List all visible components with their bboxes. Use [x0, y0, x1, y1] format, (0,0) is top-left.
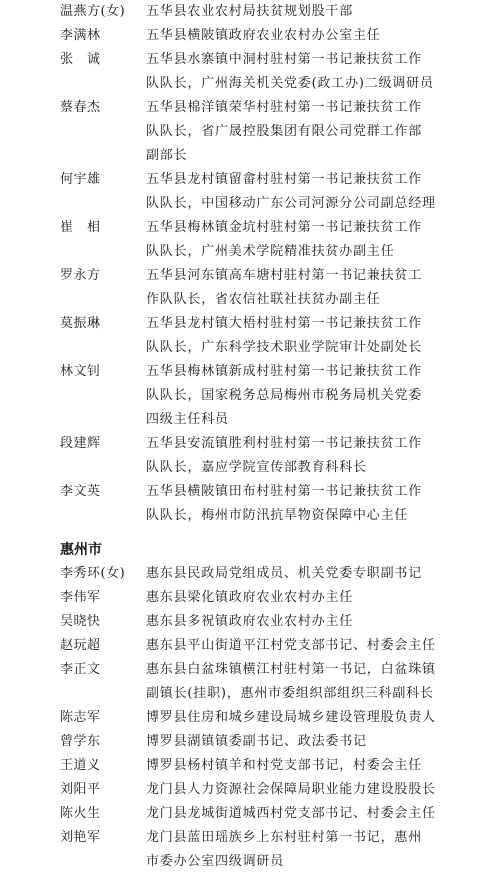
- position-line: 龙门县人力资源社会保障局职业能力建设股股长: [146, 782, 436, 797]
- list-item: [60, 802, 480, 826]
- position-line: 龙门县龙城街道城西村党支部书记、村委会主任: [146, 806, 436, 821]
- list-item: [60, 264, 480, 312]
- position-line: 市委办公室四级调研员: [146, 854, 285, 869]
- person-position: [146, 96, 480, 168]
- person-position: [146, 634, 480, 658]
- position-line: 博罗县湖镇镇委副书记、政法委书记: [146, 734, 367, 749]
- person-position: [146, 360, 480, 432]
- position-line: 副部长: [146, 148, 188, 163]
- list-item: [60, 610, 480, 634]
- person-name: 李正文: [60, 662, 101, 677]
- list-item: [60, 312, 480, 360]
- position-line: 龙门县蓝田瑶族乡上东村驻村第一书记，惠州: [146, 830, 423, 845]
- position-line: 五华县安流镇胜利村驻村第一书记兼扶贫工作: [146, 436, 423, 451]
- list-item: [60, 96, 480, 168]
- list-item: [60, 480, 480, 528]
- person-name: 崔 相: [60, 220, 101, 235]
- position-line: 五华县梅林镇金坑村驻村第一书记兼扶贫工作: [146, 220, 423, 235]
- person-name: 陈火生: [60, 806, 101, 821]
- position-line: 队队长，梅州市防汛抗旱物资保障中心主任: [146, 508, 409, 523]
- person-name: 王道义: [60, 758, 101, 773]
- position-line: 五华县棉洋镇荣华村驻村第一书记兼扶贫工作: [146, 100, 423, 115]
- list-item: [60, 0, 480, 24]
- person-position: [146, 706, 480, 730]
- list-item: [60, 432, 480, 480]
- person-name: 陈志军: [60, 710, 101, 725]
- person-name: 吴晓快: [60, 614, 101, 629]
- person-name: 段建辉: [60, 436, 101, 451]
- list-item: [60, 658, 480, 706]
- position-line: 四级主任科员: [146, 412, 229, 427]
- position-line: 队队长，广州海关机关党委(政工办)二级调研员: [146, 76, 434, 91]
- position-line: 副镇长(挂职)，惠州市委组织部组织三科副科长: [146, 686, 434, 701]
- position-line: 队队长，广东科学技术职业学院审计处副处长: [146, 340, 423, 355]
- position-line: 博罗县住房和城乡建设局城乡建设管理股负责人: [146, 710, 436, 725]
- person-position: [146, 730, 480, 754]
- person-name: 李满林: [60, 28, 101, 43]
- position-line: 惠东县白盆珠镇横江村驻村第一书记，白盆珠镇: [146, 662, 436, 677]
- person-name: 莫振琳: [60, 316, 101, 331]
- list-item: [60, 168, 480, 216]
- position-line: 作队队长，省农信社联社扶贫办副主任: [146, 292, 381, 307]
- person-position: [146, 0, 480, 24]
- person-position: [146, 216, 480, 264]
- list-item: [60, 706, 480, 730]
- person-name: 李秀环(女): [60, 566, 126, 581]
- person-name: 温燕方(女): [60, 4, 126, 19]
- list-item: [60, 826, 480, 874]
- position-line: 队队长，嘉应学院宣传部教育科科长: [146, 460, 367, 475]
- position-line: 队队长，中国移动广东公司河源分公司副总经理: [146, 196, 436, 211]
- person-position: [146, 610, 480, 634]
- position-line: 博罗县杨村镇羊和村党支部书记，村委会主任: [146, 758, 423, 773]
- huizhou-list: [0, 562, 491, 874]
- list-item: [60, 360, 480, 432]
- position-line: 五华县龙村镇留畲村驻村第一书记兼扶贫工作: [146, 172, 423, 187]
- person-name: 张 诚: [60, 52, 101, 67]
- person-position: [146, 312, 480, 360]
- section-heading-huizhou: 惠州市: [60, 542, 102, 558]
- position-line: 五华县龙村镇大梧村驻村第一书记兼扶贫工作: [146, 316, 423, 331]
- person-name: 林文钊: [60, 364, 101, 379]
- person-position: [146, 778, 480, 802]
- person-name: 李伟军: [60, 590, 101, 605]
- list-item: [60, 778, 480, 802]
- person-position: [146, 826, 480, 874]
- position-line: 五华县河东镇高车塘村驻村第一书记兼扶贫工: [146, 268, 423, 283]
- position-line: 五华县梅林镇新成村驻村第一书记兼扶贫工作: [146, 364, 423, 379]
- person-name: 曾学东: [60, 734, 101, 749]
- position-line: 惠东县民政局党组成员、机关党委专职副书记: [146, 566, 423, 581]
- list-item: [60, 24, 480, 48]
- person-position: [146, 802, 480, 826]
- person-name: 李文英: [60, 484, 101, 499]
- person-name: 何宇雄: [60, 172, 101, 187]
- position-line: 惠东县平山街道平江村党支部书记、村委会主任: [146, 638, 436, 653]
- list-item: [60, 586, 480, 610]
- person-position: [146, 432, 480, 480]
- person-name: 刘阳平: [60, 782, 101, 797]
- position-line: 队队长，国家税务总局梅州市税务局机关党委: [146, 388, 423, 403]
- position-line: 惠东县多祝镇政府农业农村办主任: [146, 614, 354, 629]
- position-line: 五华县横陂镇政府农业农村办公室主任: [146, 28, 381, 43]
- person-position: [146, 480, 480, 528]
- position-line: 队队长，广州美术学院精准扶贫办副主任: [146, 244, 395, 259]
- person-position: [146, 562, 480, 586]
- person-position: [146, 168, 480, 216]
- position-line: 惠东县梁化镇政府农业农村办主任: [146, 590, 354, 605]
- person-position: [146, 48, 480, 96]
- person-name: 罗永方: [60, 268, 101, 283]
- person-name: 赵玩超: [60, 638, 101, 653]
- list-item: [60, 634, 480, 658]
- list-item: [60, 754, 480, 778]
- person-name: 刘艳军: [60, 830, 101, 845]
- person-position: [146, 658, 480, 706]
- person-position: [146, 24, 480, 48]
- list-item: [60, 730, 480, 754]
- position-line: 五华县农业农村局扶贫规划股干部: [146, 4, 354, 19]
- person-name: 蔡春杰: [60, 100, 101, 115]
- person-position: [146, 264, 480, 312]
- list-item: [60, 216, 480, 264]
- person-position: [146, 754, 480, 778]
- list-item: [60, 48, 480, 96]
- position-line: 队队长，省广晟控股集团有限公司党群工作部: [146, 124, 423, 139]
- position-line: 五华县横陂镇田布村驻村第一书记兼扶贫工作: [146, 484, 423, 499]
- position-line: 五华县水寨镇中洞村驻村第一书记兼扶贫工作: [146, 52, 423, 67]
- list-item: [60, 562, 480, 586]
- person-position: [146, 586, 480, 610]
